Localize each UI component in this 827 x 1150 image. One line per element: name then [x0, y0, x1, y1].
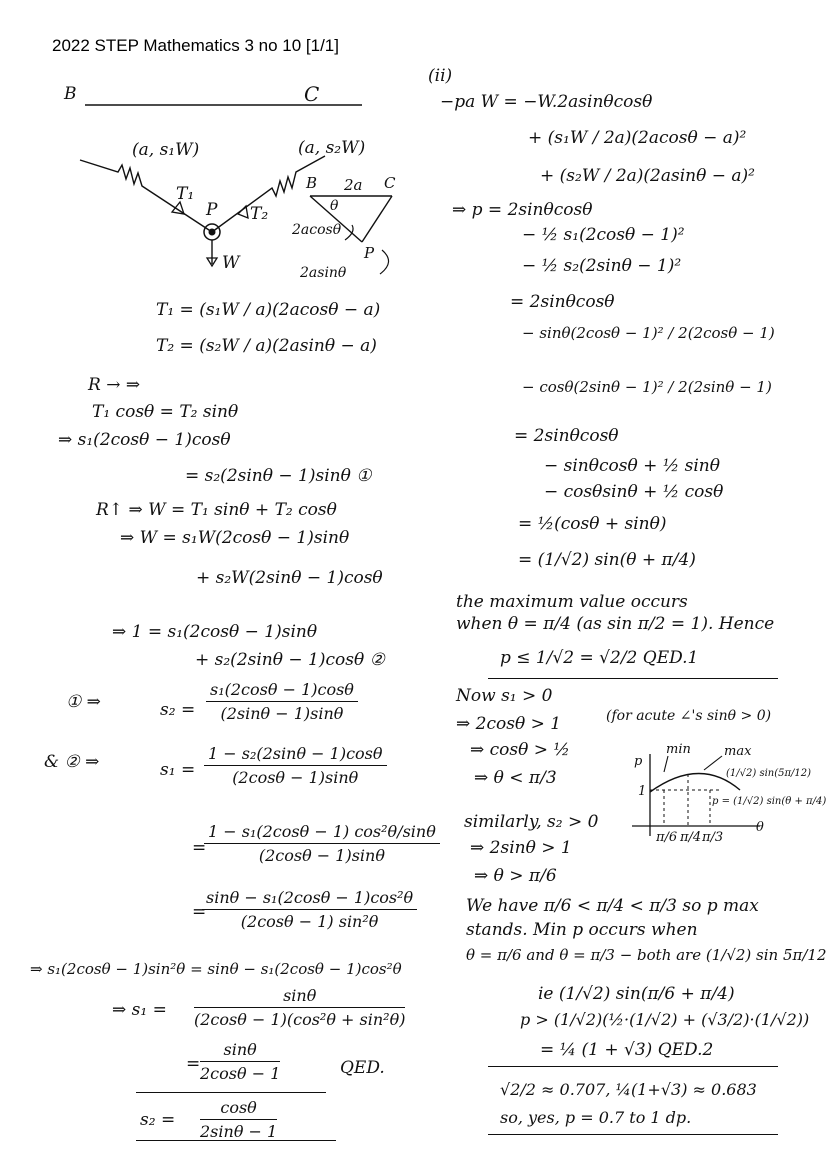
fraction-s2-result-numerator: cosθ: [200, 1098, 277, 1120]
spring-right-label: (a, s₂W): [298, 138, 366, 158]
graph-theta-axis-label: θ: [756, 820, 764, 835]
s1-equals-label-2: ⇒ s₁ =: [112, 1000, 167, 1020]
p-line-5: − sinθ(2cosθ − 1)² / 2(2cosθ − 1): [522, 324, 775, 342]
graph-x2-label: π/4: [680, 830, 702, 845]
small-left-side-label: 2acosθ: [292, 222, 342, 238]
conclusion-line: so, yes, p = 0.7 to 1 dp.: [500, 1108, 692, 1127]
graph-min-label: min: [666, 742, 691, 757]
graph-top-annotation: (1/√2) sin(5π/12): [726, 768, 812, 779]
s2-result-label: s₂ =: [140, 1110, 176, 1130]
from-eq-one-label: ① ⇒: [66, 692, 101, 712]
p-line-1: ⇒ p = 2sinθcosθ: [452, 200, 593, 220]
qed-1-line: p ≤ 1/√2 = √2/2 QED.1: [500, 648, 699, 668]
small-c-label: C: [384, 174, 396, 192]
equation-line-09: + s₂W(2sinθ − 1)cosθ: [196, 568, 383, 588]
s2-equals-label: s₂ =: [160, 700, 196, 720]
energy-line-1: −pa W = −W.2asinθcosθ: [440, 92, 653, 112]
small-b-label: B: [306, 174, 318, 192]
particle-p-label: P: [206, 200, 218, 220]
spring-left-label: (a, s₁W): [132, 140, 200, 160]
graph-x3-label: π/3: [702, 830, 724, 845]
diagram-label-b: B: [64, 84, 77, 104]
part-ii-label: (ii): [428, 66, 453, 86]
fraction-s1-result-numerator: sinθ: [200, 1040, 280, 1062]
graph-p-axis-label: p: [634, 754, 643, 769]
p-line-9: − cosθsinθ + ½ cosθ: [544, 482, 724, 502]
theta-upper-bound: ⇒ θ < π/3: [474, 768, 557, 788]
cos-line-2: ⇒ cosθ > ½: [470, 740, 570, 760]
text-max-value: the maximum value occurs: [456, 592, 688, 612]
page-title: 2022 STEP Mathematics 3 no 10 [1/1]: [52, 36, 339, 55]
equation-line-10: ⇒ 1 = s₁(2cosθ − 1)sinθ: [112, 622, 318, 642]
p-line-10: = ½(cosθ + sinθ): [518, 514, 667, 534]
p-line-4: = 2sinθcosθ: [510, 292, 615, 312]
fraction-s1-denominator: (2cosθ − 1)sinθ: [232, 768, 359, 787]
p-greater-line: p > (1/√2)(½·(1/√2) + (√3/2)·(1/√2)): [520, 1010, 810, 1029]
qed-2-line: = ¼ (1 + √3) QED.2: [540, 1040, 714, 1060]
energy-line-2: + (s₁W / 2a)(2acosθ − a)²: [528, 128, 747, 148]
tension-t1-label: T₁: [176, 184, 195, 204]
text-when-theta: when θ = π/4 (as sin π/2 = 1). Hence: [456, 614, 775, 634]
fraction-step-4-numerator: sinθ − s₁(2cosθ − 1)cos²θ: [202, 888, 417, 910]
weight-w-label: W: [222, 253, 240, 273]
fraction-step-5-denominator: (2cosθ − 1)(cos²θ + sin²θ): [194, 1010, 406, 1029]
fraction-s2-denominator: (2sinθ − 1)sinθ: [220, 704, 344, 723]
p-line-6: − cosθ(2sinθ − 1)² / 2(2sinθ − 1): [522, 378, 772, 396]
small-p-label: P: [364, 244, 375, 262]
graph-max-label: max: [724, 744, 752, 759]
small-2a-label: 2a: [344, 176, 363, 194]
acute-angle-note: (for acute ∠'s sinθ > 0): [606, 708, 772, 724]
small-bottom-side-label: 2asinθ: [300, 265, 347, 281]
fraction-step-3-numerator: 1 − s₁(2cosθ − 1) cos²θ/sinθ: [204, 822, 440, 844]
ie-line: ie (1/√2) sin(π/6 + π/4): [538, 984, 735, 1004]
equation-horizontal: T₁ cosθ = T₂ sinθ: [92, 402, 239, 422]
p-line-8: − sinθcosθ + ½ sinθ: [544, 456, 720, 476]
small-theta-label: θ: [330, 198, 339, 214]
equation-line-08: ⇒ W = s₁W(2cosθ − 1)sinθ: [120, 528, 350, 548]
equals-sign-3: =: [192, 838, 207, 858]
fraction-s1-result-denominator: 2cosθ − 1: [200, 1064, 281, 1083]
p-line-2: − ½ s₁(2cosθ − 1)²: [522, 225, 685, 245]
s1-positive-line: Now s₁ > 0: [456, 686, 553, 706]
qed-label: QED.: [340, 1058, 385, 1078]
numeric-compare-line: √2/2 ≈ 0.707, ¼(1+√3) ≈ 0.683: [500, 1080, 757, 1099]
from-eq-two-label: & ② ⇒: [44, 752, 100, 772]
p-line-11: = (1/√2) sin(θ + π/4): [518, 550, 696, 570]
min-p-line: stands. Min p occurs when: [466, 920, 698, 940]
fraction-s2-numerator: s₁(2cosθ − 1)cosθ: [206, 680, 358, 702]
resolve-horizontal-label: R → ⇒: [88, 375, 141, 395]
equation-line-16: ⇒ s₁(2cosθ − 1)sin²θ = sinθ − s₁(2cosθ − 1)cos²θ: [30, 960, 402, 978]
cos-line-1: ⇒ 2cosθ > 1: [456, 714, 562, 734]
graph-one-label: 1: [638, 784, 647, 799]
p-line-7: = 2sinθcosθ: [514, 426, 619, 446]
fraction-s2-result-denominator: 2sinθ − 1: [200, 1122, 278, 1141]
equation-two: + s₂(2sinθ − 1)cosθ ②: [195, 650, 385, 670]
equation-one: = s₂(2sinθ − 1)sinθ ①: [185, 466, 372, 486]
graph-curve-annotation: p = (1/√2) sin(θ + π/4): [712, 796, 827, 807]
equation-t1: T₁ = (s₁W / a)(2acosθ − a): [156, 300, 381, 320]
s1-equals-label: s₁ =: [160, 760, 196, 780]
tension-t2-label: T₂: [250, 204, 269, 224]
fraction-step-5-numerator: sinθ: [194, 986, 405, 1008]
fraction-step-3-denominator: (2cosθ − 1)sinθ: [258, 846, 385, 865]
we-have-line: We have π/6 < π/4 < π/3 so p max: [466, 896, 759, 916]
equals-sign-6: =: [186, 1054, 201, 1074]
fraction-step-4-denominator: (2cosθ − 1) sin²θ: [240, 912, 379, 931]
resolve-vertical: R↑ ⇒ W = T₁ sinθ + T₂ cosθ: [96, 500, 337, 520]
equation-line-05: ⇒ s₁(2cosθ − 1)cosθ: [58, 430, 231, 450]
fraction-s1-numerator: 1 − s₂(2sinθ − 1)cosθ: [204, 744, 387, 766]
diagram-label-c: C: [304, 82, 320, 106]
theta-lower-bound: ⇒ θ > π/6: [474, 866, 557, 886]
p-line-3: − ½ s₂(2sinθ − 1)²: [522, 256, 682, 276]
equals-sign-4: =: [192, 902, 207, 922]
both-are-line: θ = π/6 and θ = π/3 − both are (1/√2) sin 5π/12: [466, 946, 827, 964]
graph-x1-label: π/6: [656, 830, 678, 845]
sin-line-1: ⇒ 2sinθ > 1: [470, 838, 572, 858]
similarly-line: similarly, s₂ > 0: [464, 812, 599, 832]
equation-t2: T₂ = (s₂W / a)(2asinθ − a): [156, 336, 377, 356]
energy-line-3: + (s₂W / 2a)(2asinθ − a)²: [540, 166, 755, 186]
